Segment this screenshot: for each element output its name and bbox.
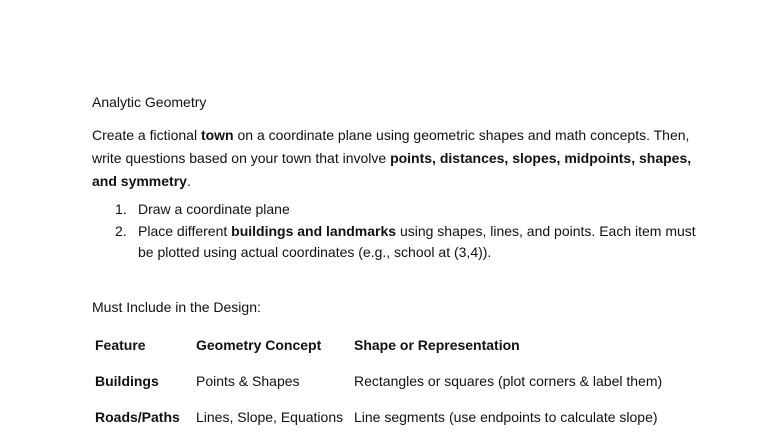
intro-text-2: on a coordinate plane using geometric shapes and math concepts. Then, write questions based on your town that involve — [92, 127, 690, 166]
table-cell-concept: Points & Shapes — [196, 373, 300, 389]
table-row — [92, 399, 697, 435]
table-header-row — [92, 327, 697, 363]
table-cell-feature: Buildings — [95, 373, 159, 389]
list-number: 2. — [115, 223, 127, 239]
steps-list — [92, 199, 712, 264]
table-row — [92, 363, 697, 399]
list-item — [92, 221, 712, 263]
table-header-concept: Geometry Concept — [196, 337, 322, 353]
intro-bold-concepts: points, distances, slopes, midpoints, shapes, and symmetry — [92, 150, 692, 189]
intro-bold-town: town — [200, 127, 234, 143]
intro-text-1: Create a fictional — [92, 127, 201, 143]
table-header-shape: Shape or Representation — [354, 337, 520, 353]
table-header-feature: Feature — [95, 337, 146, 353]
document-heading: Analytic Geometry — [92, 94, 207, 110]
intro-paragraph — [92, 124, 712, 193]
table-cell-shape: Rectangles or squares (plot corners & label them) — [354, 373, 663, 389]
feature-table — [92, 327, 697, 435]
table-cell-feature: Roads/Paths — [95, 409, 180, 425]
must-include-label: Must Include in the Design: — [92, 299, 261, 315]
list-item-text-post: using shapes, lines, and points. Each item must be plotted using actual coordinates (e.g., school at (3,4)). — [138, 223, 696, 260]
list-item-bold: buildings and landmarks — [231, 223, 397, 239]
intro-text-3: . — [186, 173, 191, 189]
list-number: 1. — [115, 201, 127, 217]
table-cell-concept: Lines, Slope, Equations — [196, 409, 344, 425]
table-cell-shape: Line segments (use endpoints to calculate slope) — [354, 409, 658, 425]
list-item — [92, 199, 712, 220]
list-item-text: Draw a coordinate plane — [138, 201, 290, 217]
list-item-text-pre: Place different — [138, 223, 232, 239]
